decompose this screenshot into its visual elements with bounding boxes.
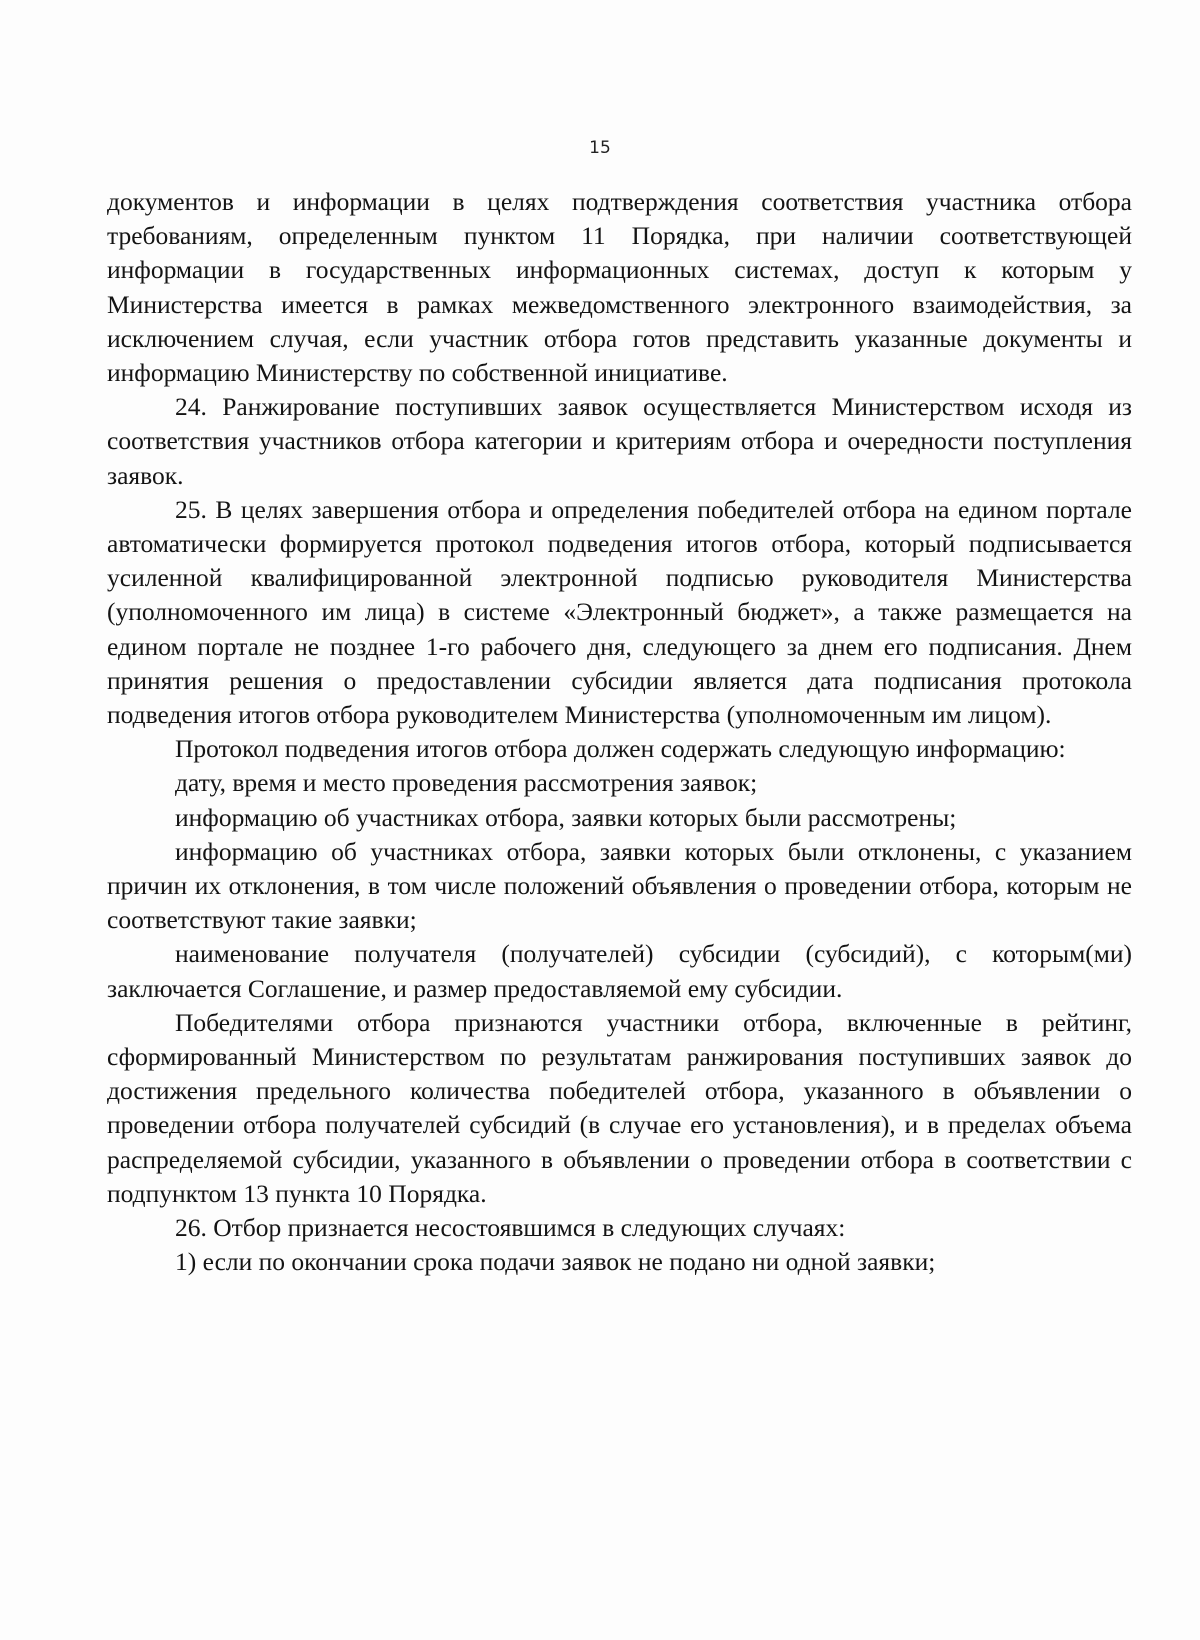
paragraph-protocol-intro: Протокол подведения итогов отбора должен содержать следующую информацию: bbox=[175, 734, 1066, 764]
paragraph-item-26: 26. Отбор признается несостоявшимся в следующих случаях: bbox=[175, 1213, 846, 1243]
paragraph-protocol-item-reviewed: информацию об участниках отбора, заявки которых были рассмотрены; bbox=[175, 802, 957, 832]
paragraph-winners: Победителями отбора признаются участники отбора, включенные в рейтинг, сформированный Министерством по результатам ранжирования поступивших заявок до достижения предельного количества победителей отбора, указанного в объявлении о проведении отбора получателей субсидий (в случае его установления), и в пределах объема распределяемой субсидии, указанного в объявлении о проведении отбора в соответствии с подпунктом 13 пункта 10 Порядка. bbox=[107, 1007, 1132, 1208]
paragraph-protocol-item-recipient: наименование получателя (получателей) субсидии (субсидий), с которым(ми) заключается Соглашение, и размер предоставляемой ему субсидии. bbox=[107, 939, 1132, 1003]
paragraph-continuation: документов и информации в целях подтверждения соответствия участника отбора требованиям, определенным пунктом 11 Порядка, при наличии соответствующей информации в государственных информационных системах, доступ к которым у Министерства имеется в рамках межведомственного электронного взаимодействия, за исключением случая, если участник отбора готов представить указанные документы и информацию Министерству по собственной инициативе. bbox=[107, 187, 1132, 388]
paragraph-item-24: 24. Ранжирование поступивших заявок осуществляется Министерством исходя из соответствия участников отбора категории и критериям отбора и очередности поступления заявок. bbox=[107, 392, 1132, 490]
paragraph-item-26-1: 1) если по окончании срока подачи заявок не подано ни одной заявки; bbox=[175, 1247, 936, 1277]
paragraph-protocol-item-date: дату, время и место проведения рассмотрения заявок; bbox=[175, 768, 758, 798]
document-body bbox=[107, 185, 1132, 1280]
page-number: 15 bbox=[589, 138, 611, 158]
paragraph-item-25: 25. В целях завершения отбора и определения победителей отбора на едином портале автоматически формируется протокол подведения итогов отбора, который подписывается усиленной квалифицированной электронной подписью руководителя Министерства (уполномоченного им лица) в системе «Электронный бюджет», а также размещается на едином портале не позднее 1-го рабочего дня, следующего за днем его подписания. Днем принятия решения о предоставлении субсидии является дата подписания протокола подведения итогов отбора руководителем Министерства (уполномоченным им лицом). bbox=[107, 494, 1132, 730]
paragraph-protocol-item-rejected: информацию об участниках отбора, заявки которых были отклонены, с указанием причин их отклонения, в том числе положений объявления о проведении отбора, которым не соответствуют такие заявки; bbox=[107, 836, 1132, 935]
